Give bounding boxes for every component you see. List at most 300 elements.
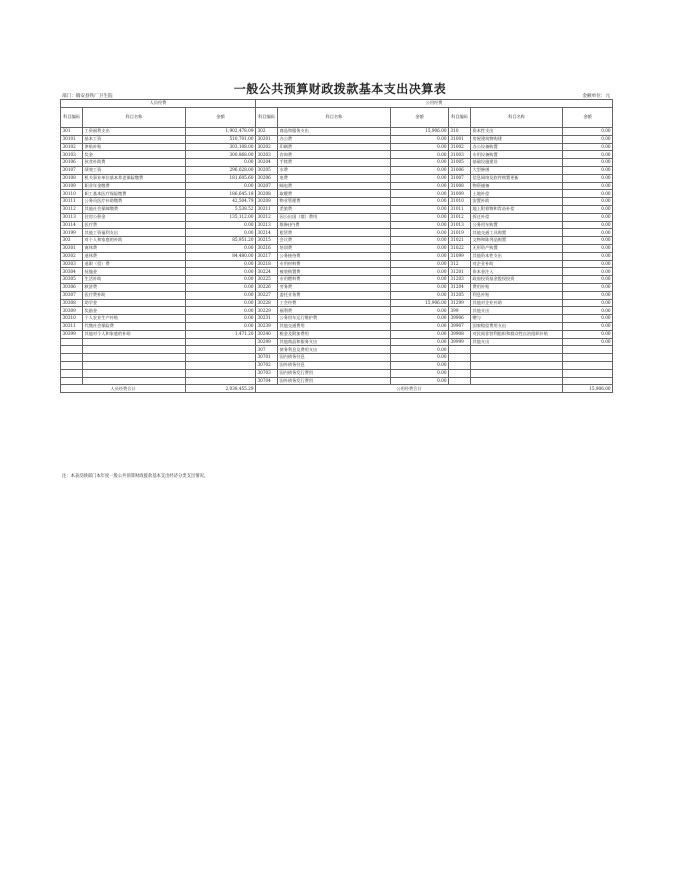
capital-amount-cell xyxy=(563,346,613,354)
personnel-amount-cell: 1,902,478.09 xyxy=(186,128,256,136)
personnel-amount-cell: 0.00 xyxy=(186,299,256,307)
capital-code-cell: 31008 xyxy=(449,182,471,190)
public-name-cell: 公务接待费 xyxy=(278,252,391,260)
capital-amount-cell: 0.00 xyxy=(563,252,613,260)
public-name-cell: 维修(护)费 xyxy=(278,221,391,229)
capital-name-cell: 办公设备购置 xyxy=(471,143,563,151)
public-amount-cell: 0.00 xyxy=(391,338,449,346)
personnel-code-cell: 30303 xyxy=(61,260,83,268)
capital-code-cell: 31022 xyxy=(449,244,471,252)
capital-code-cell: 39999 xyxy=(449,338,471,346)
public-amount-cell: 15,906.00 xyxy=(391,128,449,136)
capital-code-cell: 31203 xyxy=(449,276,471,284)
personnel-total-label: 人员经费合计 xyxy=(61,385,186,393)
capital-code-cell: 31012 xyxy=(449,213,471,221)
public-amount-cell: 0.00 xyxy=(391,198,449,206)
personnel-name-cell: 工资福利支出 xyxy=(83,128,186,136)
public-amount-cell: 0.00 xyxy=(391,213,449,221)
personnel-amount-cell: 1,471.20 xyxy=(186,330,256,338)
public-amount-cell: 0.00 xyxy=(391,377,449,385)
public-name-cell: 工会经费 xyxy=(278,299,391,307)
public-code-cell: 302 xyxy=(256,128,278,136)
capital-name-cell: 其他资本性支出 xyxy=(471,252,563,260)
public-name-cell: 税金及附加费用 xyxy=(278,330,391,338)
personnel-code-cell: 30305 xyxy=(61,276,83,284)
capital-name-cell: 其他对企业补助 xyxy=(471,299,563,307)
capital-name-cell: 其他支出 xyxy=(471,307,563,315)
capital-amount-cell: 0.00 xyxy=(563,128,613,136)
public-amount-cell: 0.00 xyxy=(391,174,449,182)
capital-name-cell: 土地补偿 xyxy=(471,190,563,198)
table-row xyxy=(61,244,613,252)
capital-name-cell xyxy=(471,377,563,385)
public-amount-cell: 0.00 xyxy=(391,283,449,291)
table-row xyxy=(61,151,613,159)
personnel-name-cell: 助学金 xyxy=(83,299,186,307)
personnel-code-cell: 30109 xyxy=(61,182,83,190)
public-name-cell: 物业管理费 xyxy=(278,198,391,206)
capital-code-cell xyxy=(449,346,471,354)
col-name-header: 科目名称 xyxy=(471,108,563,128)
capital-code-cell xyxy=(449,354,471,362)
personnel-amount-cell: 0.00 xyxy=(186,221,256,229)
capital-name-cell: 公务用车购置 xyxy=(471,221,563,229)
personnel-code-cell: 30311 xyxy=(61,322,83,330)
public-code-cell: 30207 xyxy=(256,182,278,190)
personnel-code-cell: 30101 xyxy=(61,135,83,143)
capital-code-cell: 31010 xyxy=(449,198,471,206)
personnel-name-cell: 其他社会保障缴费 xyxy=(83,205,186,213)
personnel-total-amount: 2,038,455.29 xyxy=(186,385,256,393)
table-row xyxy=(61,237,613,245)
table-row xyxy=(61,315,613,323)
public-code-cell: 30224 xyxy=(256,268,278,276)
capital-code-cell: 312 xyxy=(449,260,471,268)
expenditure-table xyxy=(60,99,613,393)
col-code-header: 科目编码 xyxy=(256,108,278,128)
public-amount-cell: 0.00 xyxy=(391,166,449,174)
public-amount-cell: 0.00 xyxy=(391,159,449,167)
personnel-name-cell xyxy=(83,361,186,369)
public-code-cell: 30208 xyxy=(256,190,278,198)
public-code-cell: 30213 xyxy=(256,221,278,229)
table-row xyxy=(61,159,613,167)
public-code-cell: 30701 xyxy=(256,354,278,362)
capital-amount-cell: 0.00 xyxy=(563,213,613,221)
capital-name-cell: 对民间非营利组织和群众性自治组织补贴 xyxy=(471,330,563,338)
personnel-amount-cell: 0.00 xyxy=(186,276,256,284)
personnel-header: 人员经费 xyxy=(61,100,256,108)
personnel-name-cell: 奖励金 xyxy=(83,307,186,315)
personnel-amount-cell: 0.00 xyxy=(186,182,256,190)
public-code-cell: 30226 xyxy=(256,283,278,291)
public-amount-cell: 0.00 xyxy=(391,361,449,369)
col-code-header: 科目编码 xyxy=(61,108,83,128)
capital-name-cell xyxy=(471,346,563,354)
public-name-cell: 国外债务付息 xyxy=(278,361,391,369)
page-title: 一般公共预算财政拨款基本支出决算表 xyxy=(233,82,447,96)
col-name-header: 科目名称 xyxy=(278,108,391,128)
personnel-name-cell: 公务员医疗补助缴费 xyxy=(83,198,186,206)
table-row xyxy=(61,346,613,354)
col-code-header: 科目编码 xyxy=(449,108,471,128)
capital-code-cell: 31006 xyxy=(449,166,471,174)
capital-code-cell: 39908 xyxy=(449,330,471,338)
capital-name-cell: 大型修缮 xyxy=(471,166,563,174)
personnel-amount-cell xyxy=(186,377,256,385)
capital-code-cell: 39907 xyxy=(449,322,471,330)
public-code-cell: 30228 xyxy=(256,299,278,307)
table-row xyxy=(61,338,613,346)
capital-name-cell: 资本性支出 xyxy=(471,128,563,136)
public-total-label: 公用经费合计 xyxy=(256,385,563,393)
public-amount-cell: 0.00 xyxy=(391,291,449,299)
personnel-amount-cell: 84,480.00 xyxy=(186,252,256,260)
table-row xyxy=(61,369,613,377)
table-row xyxy=(61,307,613,315)
capital-name-cell: 拆迁补偿 xyxy=(471,213,563,221)
personnel-code-cell: 30102 xyxy=(61,143,83,151)
capital-code-cell: 31021 xyxy=(449,237,471,245)
footnote: 注：本表反映部门本年度一般公共预算财政拨款基本支出经济分类支出情况。 xyxy=(62,474,209,479)
table-row xyxy=(61,299,613,307)
table-row xyxy=(61,322,613,330)
personnel-amount-cell xyxy=(186,338,256,346)
capital-name-cell: 利息补贴 xyxy=(471,291,563,299)
public-code-cell: 30216 xyxy=(256,244,278,252)
public-code-cell: 30202 xyxy=(256,143,278,151)
personnel-code-cell: 30114 xyxy=(61,221,83,229)
table-row xyxy=(61,213,613,221)
table-row xyxy=(61,260,613,268)
capital-name-cell: 物资储备 xyxy=(471,182,563,190)
capital-name-cell: 国家赔偿费用支出 xyxy=(471,322,563,330)
capital-amount-cell: 0.00 xyxy=(563,166,613,174)
personnel-code-cell: 30304 xyxy=(61,268,83,276)
personnel-name-cell: 津贴补贴 xyxy=(83,143,186,151)
personnel-name-cell: 医疗费补助 xyxy=(83,291,186,299)
capital-name-cell: 赠与 xyxy=(471,315,563,323)
table-row xyxy=(61,190,613,198)
public-amount-cell: 0.00 xyxy=(391,205,449,213)
capital-amount-cell: 0.00 xyxy=(563,205,613,213)
public-amount-cell: 0.00 xyxy=(391,307,449,315)
public-code-cell: 30203 xyxy=(256,151,278,159)
table-row xyxy=(61,291,613,299)
personnel-amount-cell: 0.00 xyxy=(186,315,256,323)
capital-amount-cell: 0.00 xyxy=(563,190,613,198)
public-code-cell: 30704 xyxy=(256,377,278,385)
public-code-cell: 30205 xyxy=(256,166,278,174)
capital-amount-cell: 0.00 xyxy=(563,315,613,323)
personnel-name-cell: 机关事业单位基本养老保险缴费 xyxy=(83,174,186,182)
public-amount-cell: 0.00 xyxy=(391,151,449,159)
public-code-cell: 30201 xyxy=(256,135,278,143)
public-amount-cell: 0.00 xyxy=(391,315,449,323)
personnel-code-cell xyxy=(61,354,83,362)
capital-amount-cell: 0.00 xyxy=(563,283,613,291)
personnel-code-cell: 30301 xyxy=(61,244,83,252)
personnel-amount-cell: 0.00 xyxy=(186,229,256,237)
capital-name-cell: 其他交通工具购置 xyxy=(471,229,563,237)
col-name-header: 科目名称 xyxy=(83,108,186,128)
public-amount-cell: 0.00 xyxy=(391,252,449,260)
personnel-name-cell xyxy=(83,346,186,354)
public-name-cell: 其他交通费用 xyxy=(278,322,391,330)
capital-code-cell: 31013 xyxy=(449,221,471,229)
capital-code-cell xyxy=(449,377,471,385)
capital-amount-cell: 0.00 xyxy=(563,291,613,299)
personnel-code-cell xyxy=(61,361,83,369)
public-name-cell: 其他商品和服务支出 xyxy=(278,338,391,346)
personnel-amount-cell xyxy=(186,361,256,369)
public-amount-cell: 0.00 xyxy=(391,237,449,245)
capital-name-cell: 费用补贴 xyxy=(471,283,563,291)
capital-code-cell: 31005 xyxy=(449,159,471,167)
capital-code-cell: 39906 xyxy=(449,315,471,323)
capital-amount-cell: 0.00 xyxy=(563,322,613,330)
personnel-amount-cell: 135,112.00 xyxy=(186,213,256,221)
personnel-code-cell: 30307 xyxy=(61,291,83,299)
capital-amount-cell: 0.00 xyxy=(563,143,613,151)
personnel-code-cell: 30113 xyxy=(61,213,83,221)
capital-code-cell: 31009 xyxy=(449,190,471,198)
personnel-amount-cell: 0.00 xyxy=(186,322,256,330)
public-code-cell: 30215 xyxy=(256,237,278,245)
personnel-name-cell xyxy=(83,338,186,346)
public-code-cell: 30209 xyxy=(256,198,278,206)
public-name-cell: 咨询费 xyxy=(278,151,391,159)
capital-name-cell: 房屋建筑物购建 xyxy=(471,135,563,143)
personnel-code-cell: 30308 xyxy=(61,299,83,307)
personnel-name-cell: 住房公积金 xyxy=(83,213,186,221)
capital-amount-cell: 0.00 xyxy=(563,174,613,182)
col-amount-header: 金额 xyxy=(186,108,256,128)
capital-amount-cell: 0.00 xyxy=(563,135,613,143)
personnel-code-cell: 30399 xyxy=(61,330,83,338)
public-name-cell: 国外债务发行费用 xyxy=(278,377,391,385)
personnel-code-cell: 30106 xyxy=(61,159,83,167)
capital-name-cell: 对企业补助 xyxy=(471,260,563,268)
table-row xyxy=(61,174,613,182)
capital-name-cell: 信息网络及软件购置更新 xyxy=(471,174,563,182)
capital-amount-cell: 0.00 xyxy=(563,151,613,159)
personnel-code-cell: 30302 xyxy=(61,252,83,260)
table-row xyxy=(61,252,613,260)
capital-code-cell: 31007 xyxy=(449,174,471,182)
capital-amount-cell: 0.00 xyxy=(563,330,613,338)
capital-amount-cell: 0.00 xyxy=(563,182,613,190)
capital-amount-cell: 0.00 xyxy=(563,198,613,206)
department-label: 部门：镇安县铁厂卫生院 xyxy=(62,94,113,99)
public-code-cell: 30204 xyxy=(256,159,278,167)
capital-amount-cell: 0.00 xyxy=(563,159,613,167)
capital-code-cell xyxy=(449,369,471,377)
capital-code-cell: 399 xyxy=(449,307,471,315)
public-name-cell: 租赁费 xyxy=(278,229,391,237)
table-row xyxy=(61,198,613,206)
capital-amount-cell xyxy=(563,369,613,377)
personnel-amount-cell: 186,645.18 xyxy=(186,190,256,198)
public-amount-cell: 15,906.00 xyxy=(391,299,449,307)
capital-amount-cell xyxy=(563,354,613,362)
personnel-amount-cell xyxy=(186,354,256,362)
personnel-code-cell: 30310 xyxy=(61,315,83,323)
personnel-name-cell: 伙食补助费 xyxy=(83,159,186,167)
capital-code-cell: 31299 xyxy=(449,299,471,307)
table-row xyxy=(61,143,613,151)
capital-name-cell: 资本金注入 xyxy=(471,268,563,276)
capital-amount-cell: 0.00 xyxy=(563,299,613,307)
capital-amount-cell: 0.00 xyxy=(563,221,613,229)
public-amount-cell: 0.00 xyxy=(391,229,449,237)
capital-amount-cell: 0.00 xyxy=(563,268,613,276)
capital-code-cell: 31011 xyxy=(449,205,471,213)
table-body xyxy=(61,128,613,385)
personnel-code-cell: 303 xyxy=(61,237,83,245)
public-amount-cell: 0.00 xyxy=(391,276,449,284)
personnel-code-cell: 30199 xyxy=(61,229,83,237)
public-name-cell: 劳务费 xyxy=(278,283,391,291)
capital-name-cell: 专用设备购置 xyxy=(471,151,563,159)
capital-name-cell xyxy=(471,354,563,362)
capital-amount-cell: 0.00 xyxy=(563,244,613,252)
public-code-cell: 30227 xyxy=(256,291,278,299)
personnel-code-cell xyxy=(61,377,83,385)
table-row xyxy=(61,354,613,362)
capital-code-cell: 31205 xyxy=(449,291,471,299)
personnel-amount-cell: 42,504.79 xyxy=(186,198,256,206)
public-amount-cell: 0.00 xyxy=(391,143,449,151)
public-name-cell: 差旅费 xyxy=(278,205,391,213)
personnel-name-cell: 职业年金缴费 xyxy=(83,182,186,190)
personnel-name-cell: 抚恤金 xyxy=(83,268,186,276)
capital-name-cell: 无形资产购置 xyxy=(471,244,563,252)
public-code-cell: 30240 xyxy=(256,330,278,338)
personnel-amount-cell xyxy=(186,346,256,354)
capital-code-cell: 310 xyxy=(449,128,471,136)
table-row xyxy=(61,182,613,190)
public-amount-cell: 0.00 xyxy=(391,346,449,354)
capital-code-cell: 31001 xyxy=(449,135,471,143)
personnel-amount-cell: 0.00 xyxy=(186,291,256,299)
personnel-amount-cell: 0.00 xyxy=(186,307,256,315)
totals-row xyxy=(61,385,613,393)
public-name-cell: 取暖费 xyxy=(278,190,391,198)
table-row xyxy=(61,283,613,291)
header-group-row xyxy=(61,100,613,108)
personnel-name-cell: 其他对个人和家庭的补助 xyxy=(83,330,186,338)
personnel-code-cell: 30110 xyxy=(61,190,83,198)
capital-amount-cell: 0.00 xyxy=(563,276,613,284)
capital-name-cell xyxy=(471,361,563,369)
public-name-cell: 专用燃料费 xyxy=(278,276,391,284)
personnel-amount-cell: 0.00 xyxy=(186,283,256,291)
public-name-cell: 会议费 xyxy=(278,237,391,245)
public-total-amount: 15,906.00 xyxy=(563,385,613,393)
personnel-amount-cell: 5,538.52 xyxy=(186,205,256,213)
table-row xyxy=(61,135,613,143)
public-name-cell: 水费 xyxy=(278,166,391,174)
personnel-code-cell: 301 xyxy=(61,128,83,136)
public-name-cell: 印刷费 xyxy=(278,143,391,151)
capital-name-cell: 政府投资基金股权投资 xyxy=(471,276,563,284)
public-name-cell: 福利费 xyxy=(278,307,391,315)
capital-amount-cell: 0.00 xyxy=(563,237,613,245)
personnel-code-cell: 30108 xyxy=(61,174,83,182)
table-row xyxy=(61,377,613,385)
public-name-cell: 国内债务付息 xyxy=(278,354,391,362)
public-name-cell: 专用材料费 xyxy=(278,260,391,268)
capital-name-cell xyxy=(471,369,563,377)
public-code-cell: 30702 xyxy=(256,361,278,369)
personnel-name-cell: 医疗费 xyxy=(83,221,186,229)
personnel-code-cell: 30103 xyxy=(61,151,83,159)
personnel-amount-cell: 0.00 xyxy=(186,244,256,252)
public-name-cell: 培训费 xyxy=(278,244,391,252)
personnel-code-cell xyxy=(61,346,83,354)
personnel-name-cell: 救济费 xyxy=(83,283,186,291)
public-name-cell: 国内债务发行费用 xyxy=(278,369,391,377)
public-name-cell: 商品和服务支出 xyxy=(278,128,391,136)
table-row xyxy=(61,361,613,369)
header-column-row xyxy=(61,108,613,128)
personnel-amount-cell: 510,701.00 xyxy=(186,135,256,143)
personnel-name-cell: 绩效工资 xyxy=(83,166,186,174)
personnel-amount-cell: 300,868.00 xyxy=(186,151,256,159)
personnel-name-cell: 离休费 xyxy=(83,244,186,252)
personnel-name-cell: 职工基本医疗保险缴费 xyxy=(83,190,186,198)
capital-amount-cell: 0.00 xyxy=(563,307,613,315)
personnel-amount-cell: 0.00 xyxy=(186,268,256,276)
capital-name-cell: 其他支出 xyxy=(471,338,563,346)
public-name-cell: 委托业务费 xyxy=(278,291,391,299)
personnel-amount-cell: 0.00 xyxy=(186,260,256,268)
table-row xyxy=(61,128,613,136)
table-row xyxy=(61,276,613,284)
personnel-name-cell: 基本工资 xyxy=(83,135,186,143)
capital-amount-cell xyxy=(563,361,613,369)
personnel-code-cell: 30112 xyxy=(61,205,83,213)
personnel-amount-cell: 0.00 xyxy=(186,159,256,167)
public-code-cell: 30231 xyxy=(256,315,278,323)
personnel-code-cell: 30111 xyxy=(61,198,83,206)
capital-amount-cell xyxy=(563,377,613,385)
public-amount-cell: 0.00 xyxy=(391,330,449,338)
personnel-name-cell: 退职（役）费 xyxy=(83,260,186,268)
personnel-code-cell: 30306 xyxy=(61,283,83,291)
personnel-code-cell: 30107 xyxy=(61,166,83,174)
public-code-cell: 30214 xyxy=(256,229,278,237)
table-row xyxy=(61,166,613,174)
personnel-code-cell: 30309 xyxy=(61,307,83,315)
capital-code-cell: 31204 xyxy=(449,283,471,291)
table-row xyxy=(61,229,613,237)
public-amount-cell: 0.00 xyxy=(391,135,449,143)
personnel-amount-cell: 296,028.00 xyxy=(186,166,256,174)
public-code-cell: 30239 xyxy=(256,322,278,330)
public-code-cell: 30229 xyxy=(256,307,278,315)
public-name-cell: 办公费 xyxy=(278,135,391,143)
public-amount-cell: 0.00 xyxy=(391,221,449,229)
capital-code-cell: 31201 xyxy=(449,268,471,276)
public-code-cell: 30703 xyxy=(256,369,278,377)
public-name-cell: 公务用车运行维护费 xyxy=(278,315,391,323)
personnel-amount-cell xyxy=(186,369,256,377)
capital-amount-cell: 0.00 xyxy=(563,338,613,346)
capital-amount-cell: 0.00 xyxy=(563,260,613,268)
capital-name-cell: 文物和陈列品购置 xyxy=(471,237,563,245)
